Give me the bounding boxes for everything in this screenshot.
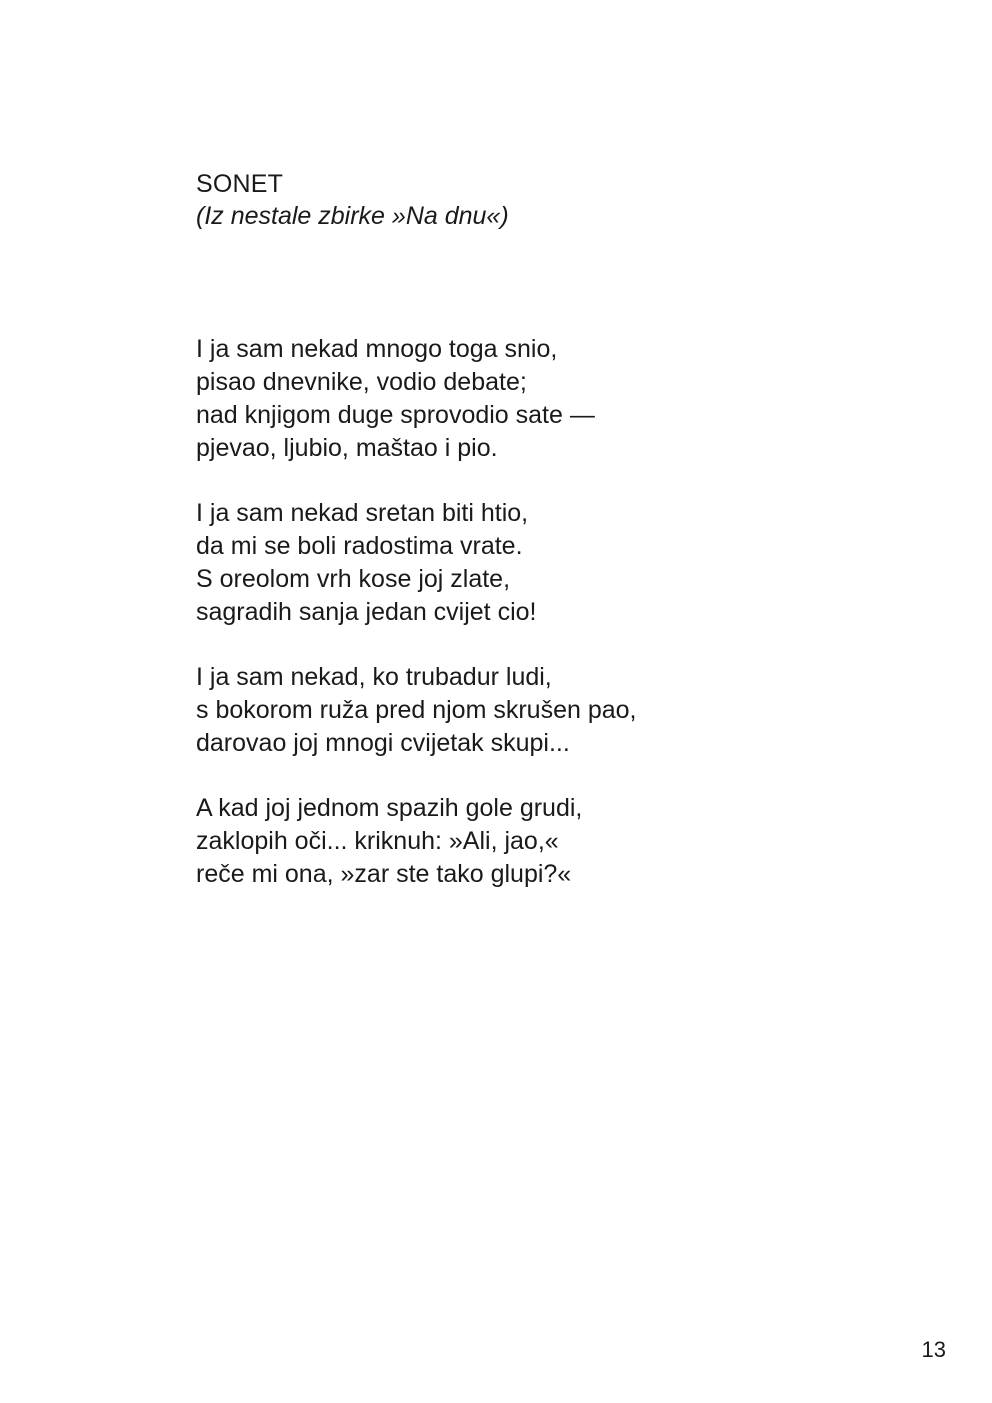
poem-line: nad knjigom duge sprovodio sate — xyxy=(196,401,595,429)
poem-line: reče mi ona, »zar ste tako glupi?« xyxy=(196,860,572,888)
poem-line: A kad joj jednom spazih gole grudi, xyxy=(196,794,583,822)
page-number: 13 xyxy=(921,1337,946,1362)
poem-heading xyxy=(196,168,509,232)
stanza-1 xyxy=(196,333,637,465)
poem-line: S oreolom vrh kose joj zlate, xyxy=(196,565,511,593)
poem-subtitle: (Iz nestale zbirke »Na dnu«) xyxy=(196,202,509,230)
poem-line: zaklopih oči... kriknuh: »Ali, jao,« xyxy=(196,827,559,855)
poem-line: I ja sam nekad, ko trubadur ludi, xyxy=(196,663,552,691)
stanza-2 xyxy=(196,497,637,629)
poem-line: s bokorom ruža pred njom skrušen pao, xyxy=(196,696,637,724)
poem-body xyxy=(196,333,637,923)
poem-title: SONET xyxy=(196,170,284,198)
poem-line: I ja sam nekad mnogo toga snio, xyxy=(196,335,558,363)
poem-line: pisao dnevnike, vodio debate; xyxy=(196,368,527,396)
poem-line: darovao joj mnogi cvijetak skupi... xyxy=(196,729,570,757)
poem-line: sagradih sanja jedan cvijet cio! xyxy=(196,598,537,626)
stanza-3 xyxy=(196,661,637,760)
stanza-4 xyxy=(196,792,637,891)
poem-line: pjevao, ljubio, maštao i pio. xyxy=(196,434,498,462)
poem-line: I ja sam nekad sretan biti htio, xyxy=(196,499,529,527)
poem-line: da mi se boli radostima vrate. xyxy=(196,532,523,560)
